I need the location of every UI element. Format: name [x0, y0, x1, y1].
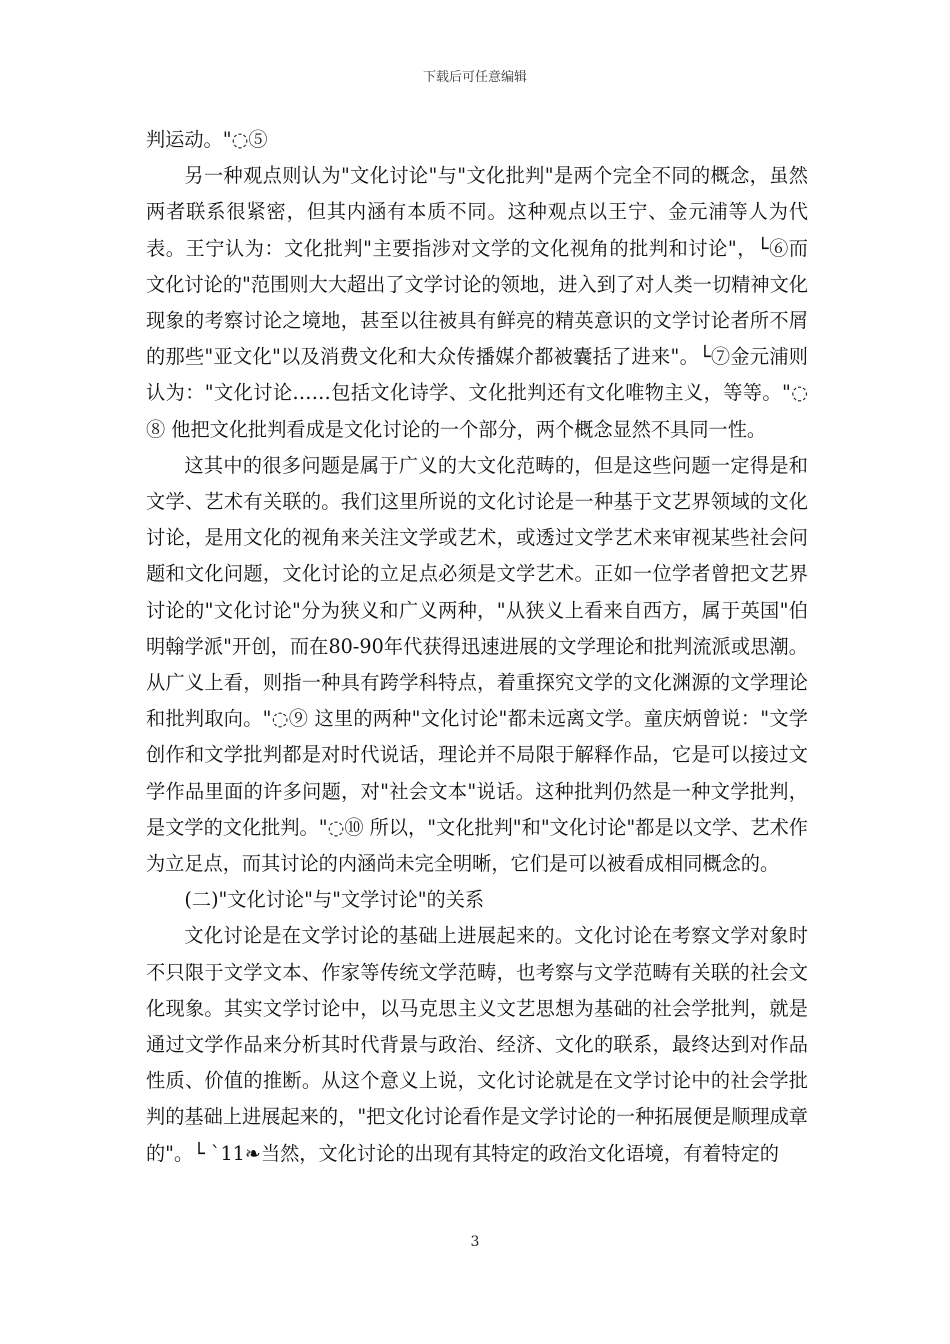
- page-number: 3: [470, 1234, 480, 1250]
- paragraph-5: 文化讨论是在文学讨论的基础上进展起来的。文化讨论在考察文学对象时不只限于文学文本、作家等传统文学范畴，也考察与文学范畴有关联的社会文化现象。其实文学讨论中，以马克思主义文艺思想为基础的社会学批判，就是通过文学作品来分析其时代背景与政治、经济、文化的联系，最终达到对作品性质、价值的推断。从这个意义上说，文化讨论就是在文学讨论中的社会学批判的基础上进展起来的，"把文化讨论看作是文学讨论的一种拓展便是顺理成章的"。└ `11❧当然，文化讨论的出现有其特定的政治文化语境，有着特定的: [146, 924, 808, 1165]
- paragraph-3: 这其中的很多问题是属于广义的大文化范畴的，但是这些问题一定得是和文学、艺术有关联的。我们这里所说的文化讨论是一种基于文艺界领域的文化讨论，是用文化的视角来关注文学或艺术，或透过文学艺术来审视某些社会问题和文化问题，文化讨论的立足点必须是文学艺术。正如一位学者曾把文艺界讨论的"文化讨论"分为狭义和广义两种，"从狭义上看来自西方，属于英国"伯明翰学派"开创，而在80-90年代获得迅速进展的文学理论和批判流派或思潮。从广义上看，则指一种具有跨学科特点，着重探究文学的文化渊源的文学理论和批判取向。"◌⑨ 这里的两种"文化讨论"都未远离文学。童庆炳曾说："文学创作和文学批判都是对时代说话，理论并不局限于解释作品，它是可以接过文学作品里面的许多问题，对"社会文本"说话。这种批判仍然是一种文学批判，是文学的文化批判。"◌⑩ 所以，"文化批判"和"文化讨论"都是以文学、艺术作为立足点，而其讨论的内涵尚未完全明晰，它们是可以被看成相同概念的。: [146, 453, 808, 876]
- page-header: 下载后可任意编辑: [422, 70, 527, 85]
- section-heading: (二)"文化讨论"与"文学讨论"的关系: [184, 888, 485, 912]
- paragraph-2: 另一种观点则认为"文化讨论"与"文化批判"是两个完全不同的概念，虽然两者联系很紧密，但其内涵有本质不同。这种观点以王宁、金元浦等人为代表。王宁认为：文化批判"主要指涉对文学的文化视角的批判和讨论"，└⑥而文化讨论的"范围则大大超出了文学讨论的领地，进入到了对人类一切精神文化现象的考察讨论之境地，甚至以往被具有鲜亮的精英意识的文学讨论者所不屑的那些"亚文化"以及消费文化和大众传播媒介都被囊括了进来"。└⑦金元浦则认为："文化讨论……包括文化诗学、文化批判还有文化唯物主义，等等。"◌⑧ 他把文化批判看成是文化讨论的一个部分，两个概念显然不具同一性。: [146, 164, 808, 441]
- document-body: [146, 122, 808, 1172]
- paragraph-1: 判运动。"◌⑤: [146, 128, 268, 151]
